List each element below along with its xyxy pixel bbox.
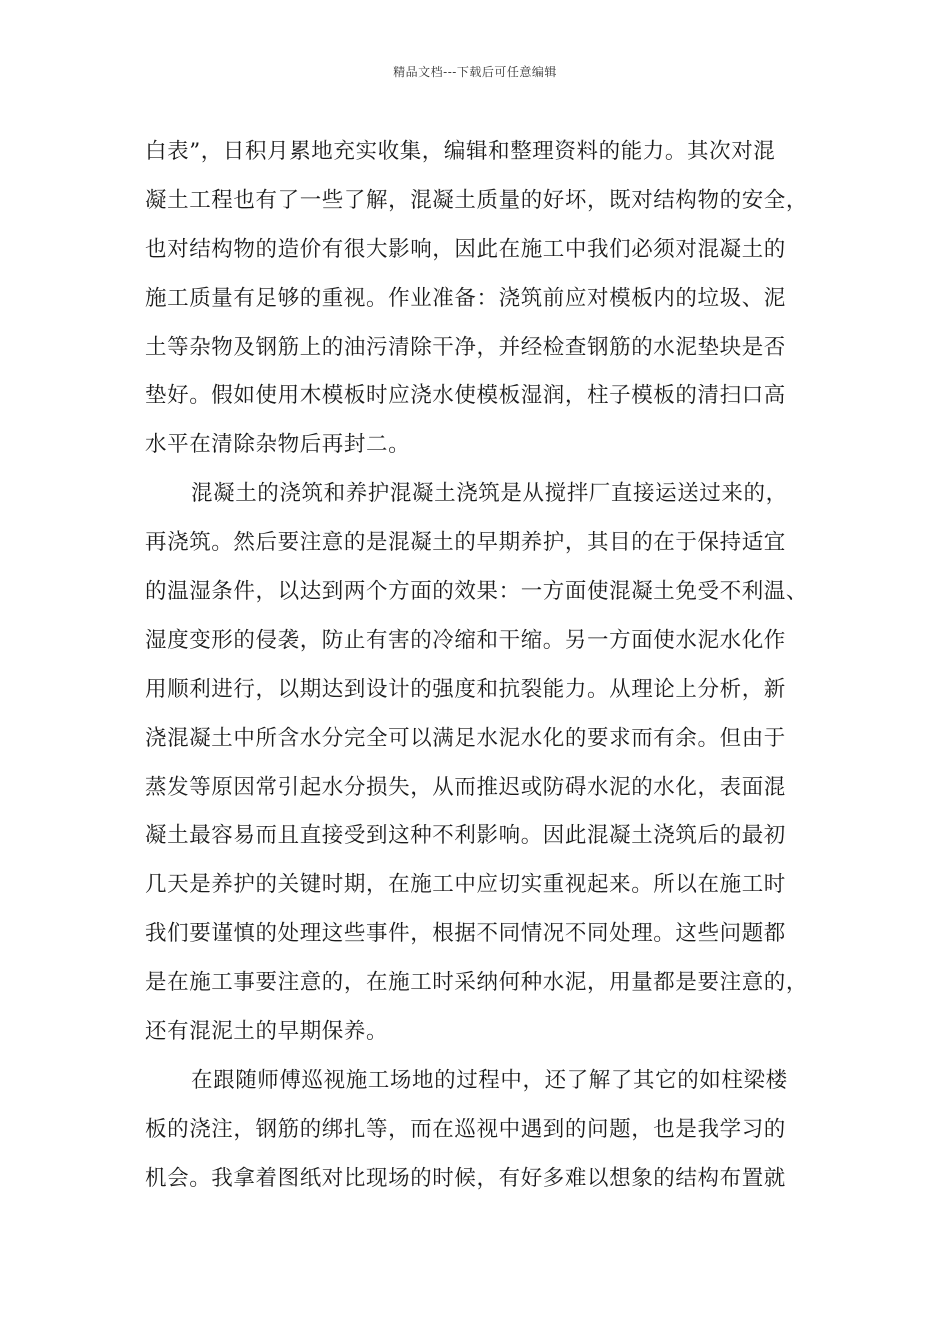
paragraph-1-line: 土等杂物及钢筋上的油污清除干净，并经检查钢筋的水泥垫块是否 xyxy=(145,334,786,360)
paragraph-2-line: 湿度变形的侵袭，防止有害的冷缩和干缩。另一方面使水泥水化作 xyxy=(145,627,786,653)
paragraph-2-line: 蒸发等原因常引起水分损失，从而推迟或防碍水泥的水化，表面混 xyxy=(145,774,786,800)
paragraph-2-line: 再浇筑。然后要注意的是混凝土的早期养护，其目的在于保持适宜 xyxy=(145,530,786,556)
paragraph-2-line: 凝土最容易而且直接受到这种不利影响。因此混凝土浇筑后的最初 xyxy=(145,823,786,849)
paragraph-3-first-line: 在跟随师傅巡视施工场地的过程中，还了解了其它的如柱梁楼 xyxy=(191,1067,788,1093)
paragraph-1-line: 也对结构物的造价有很大影响，因此在施工中我们必须对混凝土的 xyxy=(145,236,786,262)
paragraph-3-line: 机会。我拿着图纸对比现场的时候，有好多难以想象的结构布置就 xyxy=(145,1165,786,1191)
paragraph-2-line: 是在施工事要注意的，在施工时采纳何种水泥，用量都是要注意的， xyxy=(145,970,809,996)
paragraph-2-first-line: 混凝土的浇筑和养护混凝土浇筑是从搅拌厂直接运送过来的， xyxy=(191,481,788,507)
paragraph-1-line: 凝土工程也有了一些了解，混凝土质量的好坏，既对结构物的安全， xyxy=(145,187,809,213)
paragraph-3-line: 板的浇注，钢筋的绑扎等，而在巡视中遇到的问题，也是我学习的 xyxy=(145,1116,786,1142)
paragraph-2-line: 浇混凝土中所含水分完全可以满足水泥水化的要求而有余。但由于 xyxy=(145,725,786,751)
paragraph-2-line: 的温湿条件，以达到两个方面的效果：一方面使混凝土免受不利温、 xyxy=(145,579,809,605)
paragraph-2-line: 几天是养护的关键时期，在施工中应切实重视起来。所以在施工时 xyxy=(145,872,786,898)
paragraph-1-line: 水平在清除杂物后再封二。 xyxy=(145,432,411,458)
paragraph-1-line: 垫好。假如使用木模板时应浇水使模板湿润，柱子模板的清扫口高 xyxy=(145,383,786,409)
document-body xyxy=(145,134,813,1210)
paragraph-2-line: 还有混泥土的早期保养。 xyxy=(145,1019,389,1045)
page-header: 精品文档---下载后可任意编辑 xyxy=(393,65,557,79)
paragraph-1-line: 施工质量有足够的重视。作业准备：浇筑前应对模板内的垃圾、泥 xyxy=(145,285,786,311)
paragraph-2-line: 我们要谨慎的处理这些事件，根据不同情况不同处理。这些问题都 xyxy=(145,921,786,947)
paragraph-1-line: 白表”，日积月累地充实收集，编辑和整理资料的能力。其次对混 xyxy=(145,139,776,164)
paragraph-2-line: 用顺利进行，以期达到设计的强度和抗裂能力。从理论上分析，新 xyxy=(145,676,786,702)
